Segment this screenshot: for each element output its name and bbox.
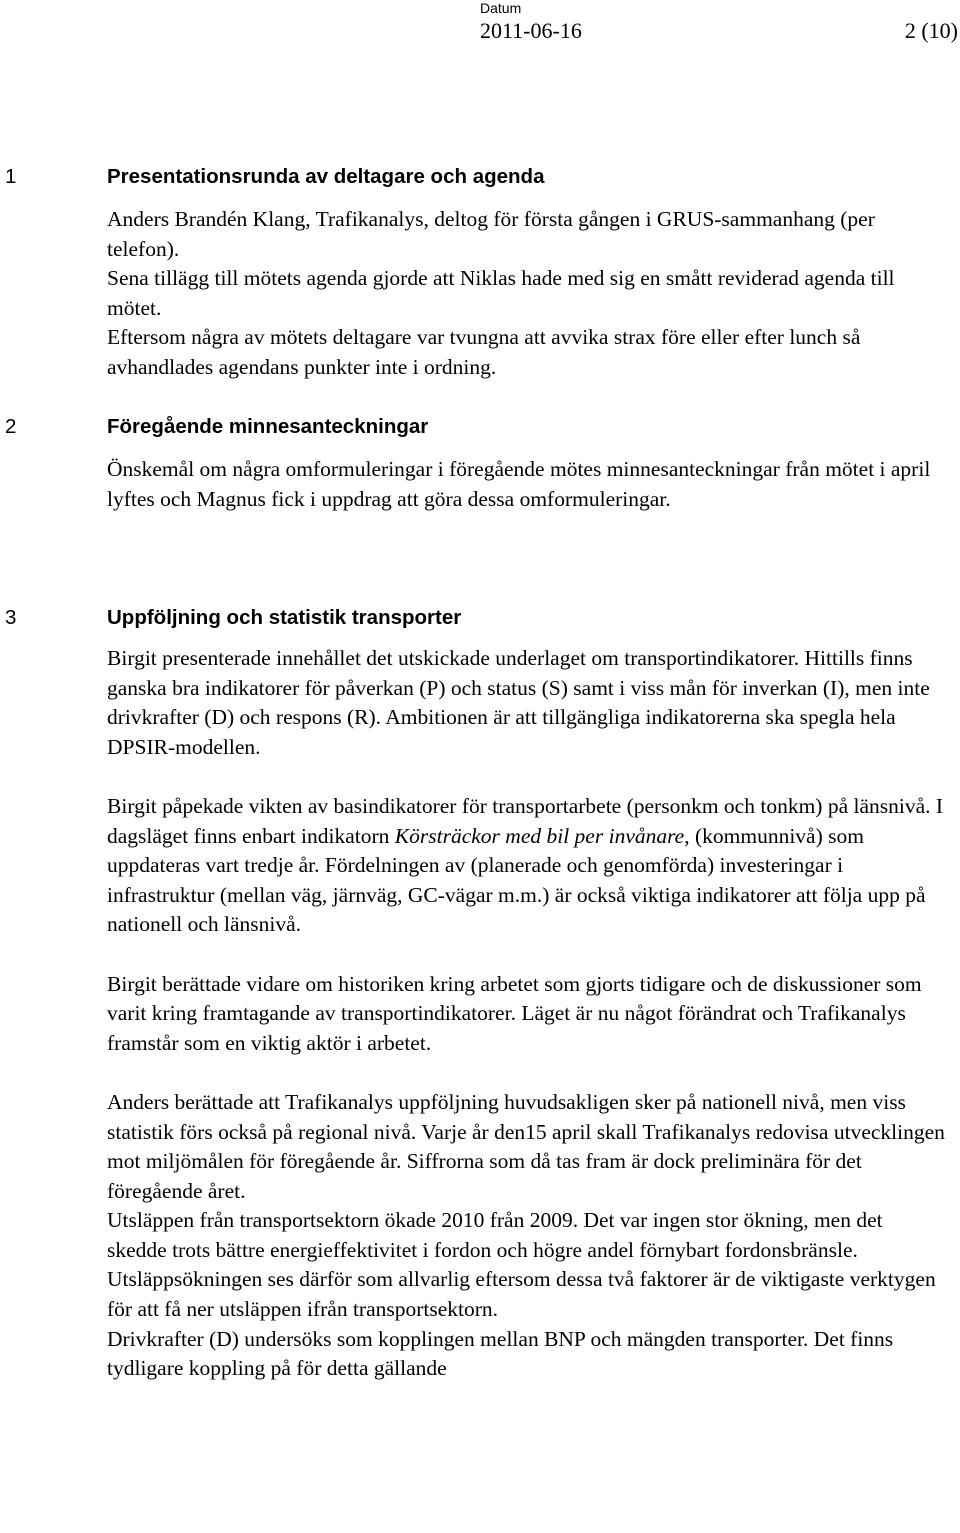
section-body [107, 644, 947, 1384]
section-body [107, 455, 947, 514]
paragraph: Eftersom några av mötets deltagare var tvungna att avvika strax före eller efter lunch så avhandlades agendans punkter inte i ordning. [107, 325, 861, 379]
paragraph: Drivkrafter (D) undersöks som kopplingen mellan BNP och mängden transporter. Det finns tydligare koppling på för detta gällande [107, 1326, 894, 1381]
section-title: Föregående minnesanteckningar [107, 415, 429, 438]
paragraph: Sena tillägg till mötets agenda gjorde att Niklas hade med sig en smått reviderad agenda till mötet. [107, 266, 895, 320]
paragraph [107, 792, 947, 940]
paragraph: Anders berättade att Trafikanalys uppföljning huvudsakligen sker på nationell nivå, men viss statistik förs också på regional nivå. Varje år den15 april skall Trafikanalys redovisa utvecklingen mot miljömålen för föregående år. Siffrorna som då tas fram är dock preliminära för det föregående året. [107, 1089, 945, 1203]
paragraph: Anders Brandén Klang, Trafikanalys, deltog för första gången i GRUS-sammanhang (per telefon). [107, 207, 875, 261]
paragraph: Birgit presenterade innehållet det utskickade underlaget om transportindikatorer. Hittills finns ganska bra indikatorer för påverkan (P) och status (S) samt i viss mån för inverkan (I), men inte drivkrafter (D) och respons (R). Ambitionen är att tillgängliga indikatorerna ska spegla hela DPSIR-modellen. [107, 646, 930, 759]
section-body [107, 205, 947, 383]
section-number: 1 [5, 165, 17, 188]
indicator-name: Körsträckor med bil per invånare [394, 823, 685, 848]
section-number: 2 [5, 415, 17, 438]
section-title: Presentationsrunda av deltagare och agenda [107, 165, 545, 188]
page-indicator: 2 (10) [904, 18, 958, 43]
paragraph-text: , (kommunnivå) som uppdateras vart tredje år. Fördelningen av (planerade och genomförda) investeringar i infrastruktur (mellan väg, järnväg, GC-vägar m.m.) är också viktiga indikatorer att följa upp på nationell och länsnivå. [107, 823, 926, 937]
date-value: 2011-06-16 [480, 18, 582, 43]
paragraph-text: Birgit påpekade vikten av basindikatorer för transportarbete (personkm och tonkm) på länsnivå. I dagsläget finns enbart indikatorn [107, 793, 944, 848]
paragraph: Birgit berättade vidare om historiken kring arbetet som gjorts tidigare och de diskussioner som varit kring framtagande av transportindikatorer. Läget är nu något förändrat och Trafikanalys framstår som en viktig aktör i arbetet. [107, 971, 922, 1055]
paragraph: Utsläppen från transportsektorn ökade 2010 från 2009. Det var ingen stor ökning, men det skedde trots bättre energieffektivitet i fordon och högre andel förnybart fordonsbränsle. Utsläppsökningen ses därför som allvarlig eftersom dessa två faktorer är de viktigaste verktygen för att få ner utsläppen ifrån transportsektorn. [107, 1208, 936, 1322]
section-title: Uppföljning och statistik transporter [107, 606, 462, 629]
date-label: Datum [480, 0, 522, 16]
section-number: 3 [5, 606, 17, 629]
paragraph: Önskemål om några omformuleringar i föregående mötes minnesanteckningar från mötet i april lyftes och Magnus fick i uppdrag att göra dessa omformuleringar. [107, 457, 931, 511]
